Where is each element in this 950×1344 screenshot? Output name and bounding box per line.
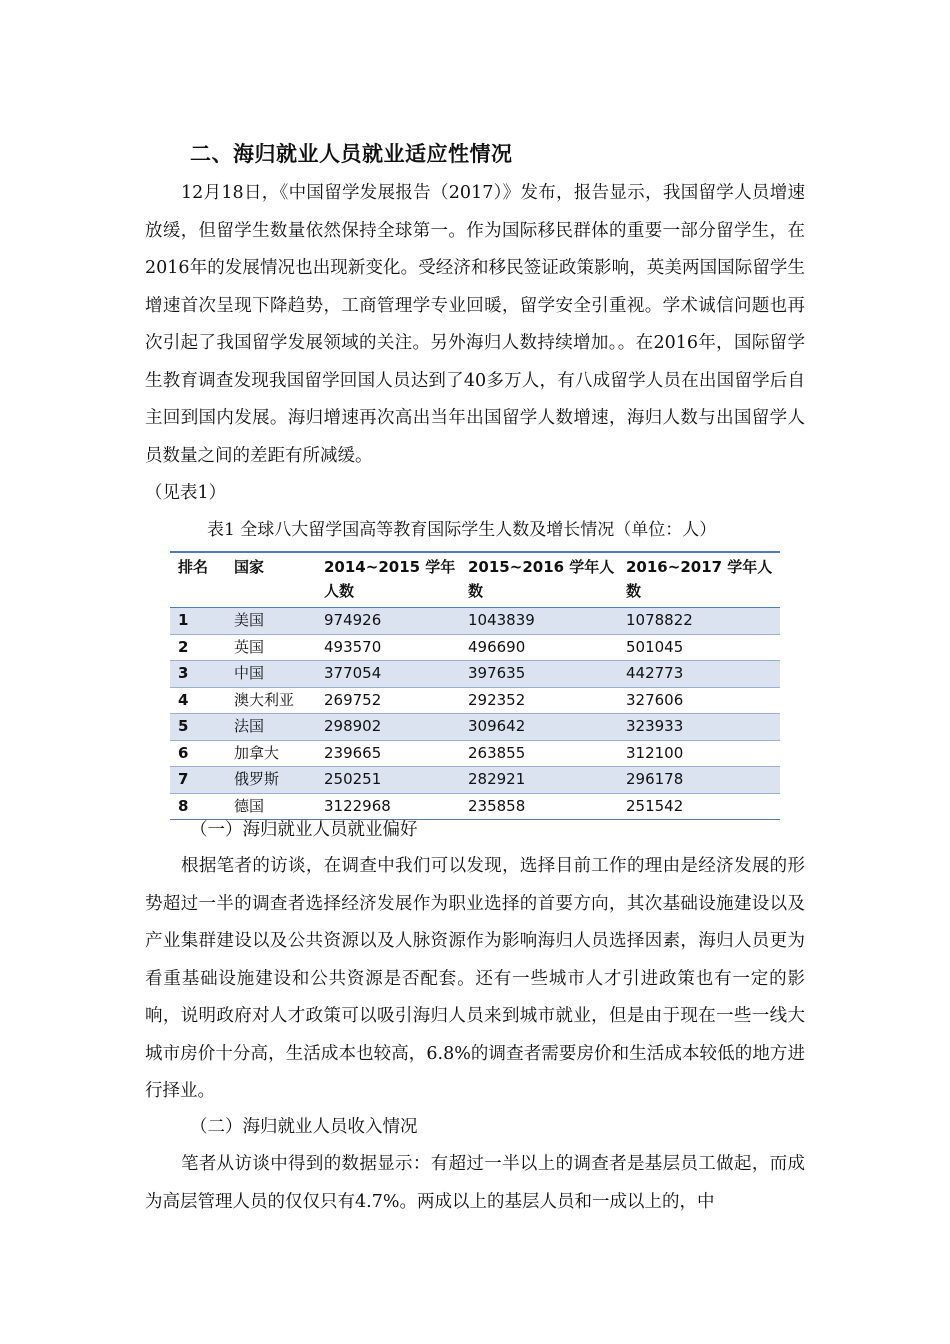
section-title: 二、海归就业人员就业适应性情况 (190, 142, 513, 166)
table-reference: （见表1） (145, 483, 227, 503)
header-2014-2015: 2014~2015 学年人数 (316, 552, 460, 608)
value-cell: 282921 (460, 767, 618, 794)
table-row (170, 740, 780, 767)
country-cell: 中国 (226, 661, 316, 688)
table-row (170, 714, 780, 741)
table-row (170, 661, 780, 688)
value-cell: 397635 (460, 661, 618, 688)
country-cell: 加拿大 (226, 740, 316, 767)
value-cell: 235858 (460, 793, 618, 820)
table-row (170, 793, 780, 820)
rank-cell: 6 (170, 740, 226, 767)
table-row (170, 634, 780, 661)
subsection-title-preference: （一）海归就业人员就业偏好 (190, 820, 418, 840)
rank-cell: 7 (170, 767, 226, 794)
value-cell: 496690 (460, 634, 618, 661)
preference-paragraph: 根据笔者的访谈，在调查中我们可以发现，选择目前工作的理由是经济发展的形势超过一半的调查者选择经济发展作为职业选择的首要方向，其次基础设施建设以及产业集群建设以及公共资源以及人脉资源作为影响海归人员选择因素，海归人员更为看重基础设施建设和公共资源是否配套。还有一些城市人才引进政策也有一定的影响，说明政府对人才政策可以吸引海归人员来到城市就业，但是由于现在一些一线大城市房价十分高，生活成本也较高，6.8%的调查者需要房价和生活成本较低的地方进行择业。 (145, 856, 805, 1101)
value-cell: 377054 (316, 661, 460, 688)
intro-paragraph: 12月18日，《中国留学发展报告（2017）》发布，报告显示，我国留学人员增速放缓，但留学生数量依然保持全球第一。作为国际移民群体的重要一部分留学生，在2016年的发展情况也出现新变化。受经济和移民签证政策影响，英美两国国际留学生增速首次呈现下降趋势，工商管理学专业回暖，留学安全引重视。学术诚信问题也再次引起了我国留学发展领域的关注。另外海归人数持续增加。。在2016年，国际留学生教育调查发现我国留学回国人员达到了40多万人，有八成留学人员在出国留学后自主回到国内发展。海归增速再次高出当年出国留学人数增速，海归人数与出国留学人员数量之间的差距有所减缓。 (145, 183, 805, 466)
subsection-title-income: （二）海归就业人员收入情况 (190, 1117, 418, 1137)
value-cell: 251542 (618, 793, 780, 820)
country-cell: 美国 (226, 608, 316, 635)
value-cell: 1078822 (618, 608, 780, 635)
value-cell: 292352 (460, 687, 618, 714)
header-2015-2016: 2015~2016 学年人数 (460, 552, 618, 608)
header-2016-2017: 2016~2017 学年人数 (618, 552, 780, 608)
country-cell: 俄罗斯 (226, 767, 316, 794)
value-cell: 309642 (460, 714, 618, 741)
country-cell: 德国 (226, 793, 316, 820)
value-cell: 263855 (460, 740, 618, 767)
value-cell: 501045 (618, 634, 780, 661)
rank-cell: 5 (170, 714, 226, 741)
rank-cell: 8 (170, 793, 226, 820)
table-row (170, 687, 780, 714)
country-cell: 英国 (226, 634, 316, 661)
value-cell: 250251 (316, 767, 460, 794)
table-row (170, 608, 780, 635)
rank-cell: 1 (170, 608, 226, 635)
table-caption: 表1 全球八大留学国高等教育国际学生人数及增长情况（单位：人） (207, 520, 717, 540)
value-cell: 298902 (316, 714, 460, 741)
value-cell: 323933 (618, 714, 780, 741)
value-cell: 239665 (316, 740, 460, 767)
value-cell: 442773 (618, 661, 780, 688)
value-cell: 296178 (618, 767, 780, 794)
table-header-row (170, 552, 780, 608)
value-cell: 312100 (618, 740, 780, 767)
rank-cell: 4 (170, 687, 226, 714)
value-cell: 1043839 (460, 608, 618, 635)
table-row (170, 767, 780, 794)
header-country: 国家 (226, 552, 316, 608)
rank-cell: 2 (170, 634, 226, 661)
students-table (170, 551, 780, 820)
rank-cell: 3 (170, 661, 226, 688)
value-cell: 327606 (618, 687, 780, 714)
value-cell: 3122968 (316, 793, 460, 820)
header-rank: 排名 (170, 552, 226, 608)
country-cell: 法国 (226, 714, 316, 741)
country-cell: 澳大利亚 (226, 687, 316, 714)
value-cell: 974926 (316, 608, 460, 635)
value-cell: 493570 (316, 634, 460, 661)
income-paragraph: 笔者从访谈中得到的数据显示：有超过一半以上的调查者是基层员工做起，而成为高层管理人员的仅仅只有4.7%。两成以上的基层人员和一成以上的，中 (145, 1154, 805, 1212)
value-cell: 269752 (316, 687, 460, 714)
